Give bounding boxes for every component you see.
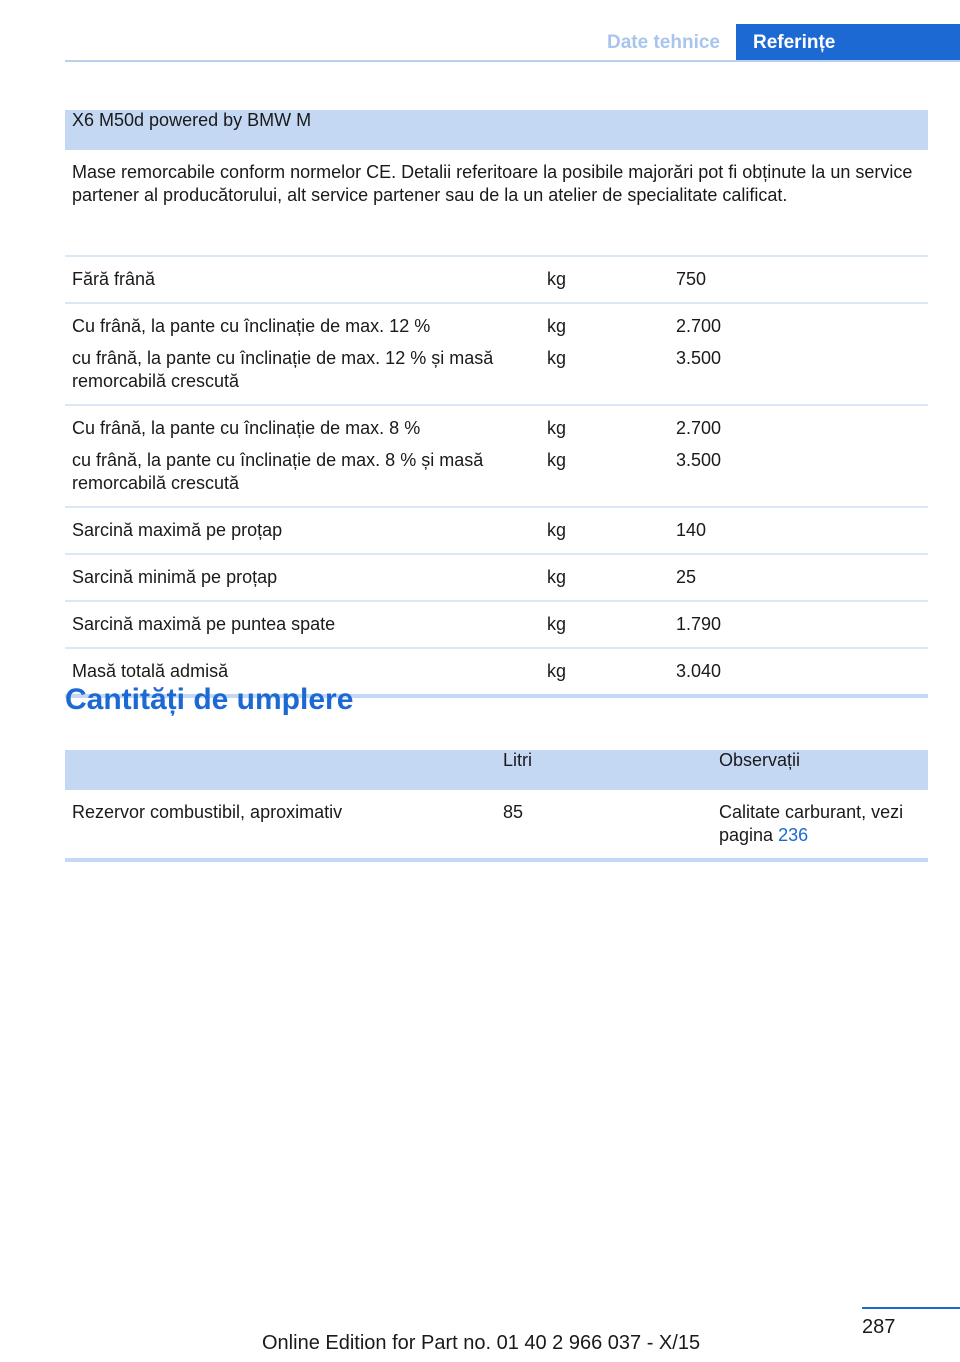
table-row [65, 405, 928, 507]
row-unit: kg [547, 316, 567, 336]
page-reference-link[interactable]: 236 [778, 825, 809, 845]
towing-weights-table [65, 110, 928, 698]
table-header-row [65, 110, 928, 150]
table-row [65, 507, 928, 554]
row-label-secondary: cu frână, la pante cu înclinație de max. 12 % și masă remorcabilă crescută [72, 348, 494, 391]
row-label: Masă totală admisă [72, 661, 229, 681]
header-blank [65, 750, 496, 790]
row-unit-secondary: kg [547, 450, 567, 470]
table-title: X6 M50d powered by BMW M [65, 110, 928, 150]
row-unit: kg [547, 520, 567, 540]
header-divider [65, 60, 960, 62]
column-header-observatii: Observații [712, 750, 928, 790]
row-litri: 85 [503, 802, 524, 822]
row-value: 3.040 [676, 661, 722, 681]
row-value: 25 [676, 567, 697, 587]
row-value: 2.700 [676, 418, 722, 438]
page-number: 287 [862, 1316, 896, 1338]
table-description: Mase remorcabile conform normelor CE. Detalii referitoare la posibile majorări pot fi obținute la un service partener al producătorului, alt service partener sau de la un atelier de specialitate calificat. [72, 162, 913, 205]
row-unit: kg [547, 567, 567, 587]
row-label: Cu frână, la pante cu înclinație de max. 12 % [72, 316, 431, 336]
row-value-secondary: 3.500 [676, 348, 722, 368]
row-unit: kg [547, 614, 567, 634]
table-row [65, 601, 928, 648]
row-label: Cu frână, la pante cu înclinație de max. 8 % [72, 418, 421, 438]
row-observatii [712, 790, 928, 860]
section-title: Cantități de umplere [65, 683, 354, 716]
row-value: 1.790 [676, 614, 722, 634]
row-label: Sarcină maximă pe proțap [72, 520, 283, 540]
row-label-secondary: cu frână, la pante cu înclinație de max. 8 % și masă remorcabilă crescută [72, 450, 484, 493]
column-header-litri: Litri [496, 750, 712, 790]
edition-footer: Online Edition for Part no. 01 40 2 966 037 - X/15 [262, 1332, 701, 1354]
row-label: Fără frână [72, 269, 156, 289]
table-row [65, 303, 928, 405]
row-label: Sarcină maximă pe puntea spate [72, 614, 336, 634]
tab-date-tehnice[interactable]: Date tehnice [607, 32, 720, 53]
row-label: Sarcină minimă pe proțap [72, 567, 278, 587]
row-unit-secondary: kg [547, 348, 567, 368]
table-header-row [65, 750, 928, 790]
row-value-secondary: 3.500 [676, 450, 722, 470]
row-unit: kg [547, 418, 567, 438]
row-value: 750 [676, 269, 707, 289]
row-value: 140 [676, 520, 707, 540]
table-row [65, 790, 928, 860]
table-row [65, 150, 928, 256]
row-value: 2.700 [676, 316, 722, 336]
table-row [65, 554, 928, 601]
table-row [65, 256, 928, 303]
row-unit: kg [547, 269, 567, 289]
row-unit: kg [547, 661, 567, 681]
observatii-text: Calitate carburant, vezi pagina [719, 802, 904, 845]
fill-quantities-table [65, 750, 928, 862]
footer-divider [862, 1307, 960, 1309]
row-label: Rezervor combustibil, aproximativ [72, 802, 343, 822]
tab-referinte[interactable]: Referințe [736, 24, 960, 62]
